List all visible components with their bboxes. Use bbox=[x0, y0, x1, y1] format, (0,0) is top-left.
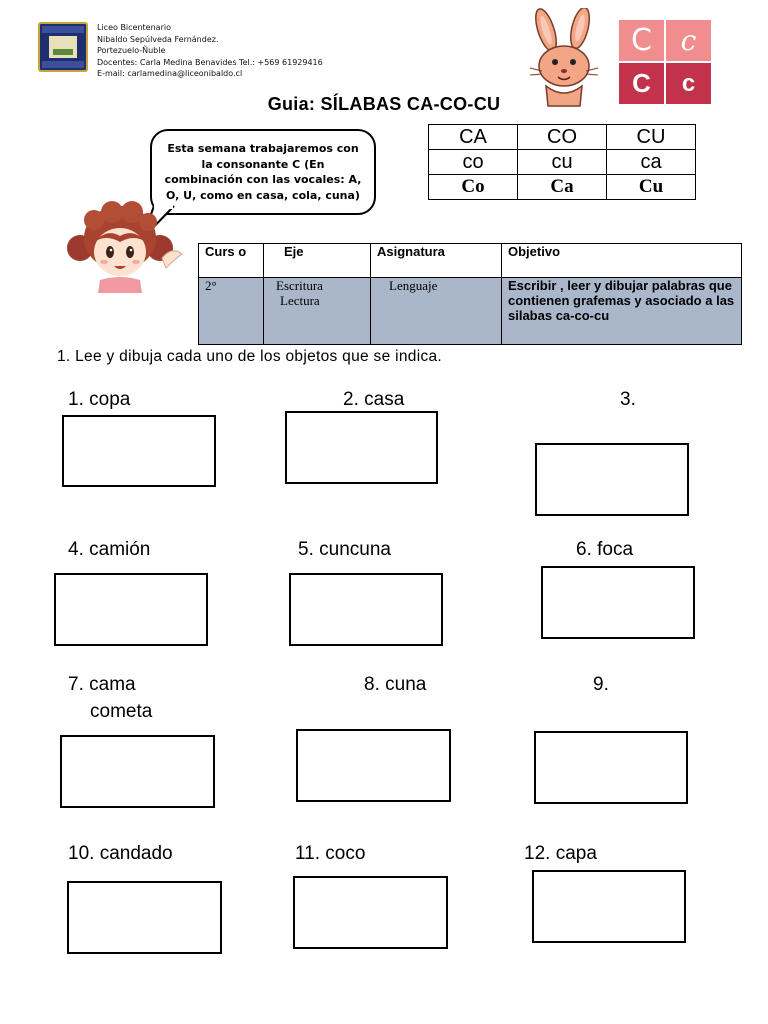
school-logo bbox=[38, 22, 88, 72]
girl-illustration bbox=[62, 198, 192, 293]
instruction-text: 1. Lee y dibuja cada uno de los objetos que se indica. bbox=[57, 348, 443, 365]
syllable-cell: CO bbox=[518, 125, 607, 150]
cell-asignatura: Lenguaje bbox=[371, 278, 502, 345]
item-label-9: 9. bbox=[593, 674, 609, 695]
item-label-6: 6. foca bbox=[576, 539, 634, 560]
school-line: E-mail: carlamedina@liceonibaldo.cl bbox=[97, 69, 243, 79]
item-label-11: 11. coco bbox=[295, 843, 366, 864]
cell-objetivo: Escribir , leer y dibujar palabras que contienen grafemas y asociado a las silabas ca-co-cu bbox=[502, 278, 742, 345]
bubble-text: Esta semana trabajaremos con la consonante C (En combinación con las vocales: A, O, U, como en casa, cola, cuna) bbox=[164, 142, 362, 202]
item-label-2: 2. casa bbox=[343, 389, 405, 410]
cell-curso: 2° bbox=[199, 278, 264, 345]
item-label-10: 10. candado bbox=[68, 843, 173, 864]
item-label-5: 5. cuncuna bbox=[298, 539, 391, 560]
item-label-4: 4. camión bbox=[68, 539, 151, 560]
school-info bbox=[97, 22, 323, 80]
item-label-7b: cometa bbox=[90, 701, 153, 722]
school-line: Portezuelo-Ñuble bbox=[97, 46, 166, 56]
header-eje: Eje bbox=[264, 244, 371, 278]
syllable-cell: CA bbox=[429, 125, 518, 150]
drawing-box-10[interactable] bbox=[67, 881, 222, 954]
item-label-7: 7. cama bbox=[68, 674, 136, 695]
drawing-box-7[interactable] bbox=[60, 735, 215, 808]
tile-upper-c: C bbox=[619, 20, 664, 61]
syllable-table bbox=[428, 124, 696, 200]
drawing-box-8[interactable] bbox=[296, 729, 451, 802]
drawing-box-3[interactable] bbox=[535, 443, 689, 516]
drawing-box-9[interactable] bbox=[534, 731, 688, 804]
tile-upper-c-bold: C bbox=[619, 63, 664, 104]
item-label-12: 12. capa bbox=[524, 843, 597, 864]
tile-lower-c-script: c bbox=[666, 20, 711, 61]
tile-lower-c-bold: c bbox=[666, 63, 711, 104]
item-label-8: 8. cuna bbox=[364, 674, 427, 695]
item-label-3: 3. bbox=[620, 389, 636, 410]
syllable-cell: CU bbox=[607, 125, 696, 150]
drawing-box-5[interactable] bbox=[289, 573, 443, 646]
info-table bbox=[198, 243, 742, 345]
school-line: Liceo Bicentenario bbox=[97, 23, 171, 32]
header-asignatura: Asignatura bbox=[371, 244, 502, 278]
header-objetivo: Objetivo bbox=[502, 244, 742, 278]
item-label-1: 1. copa bbox=[68, 389, 131, 410]
drawing-box-2[interactable] bbox=[285, 411, 438, 484]
drawing-box-6[interactable] bbox=[541, 566, 695, 639]
rabbit-illustration bbox=[524, 8, 606, 108]
header-curso: Curs o bbox=[199, 244, 264, 278]
syllable-cell: co bbox=[429, 150, 518, 175]
school-line: Docentes: Carla Medina Benavides Tel.: +569 61929416 bbox=[97, 57, 323, 67]
syllable-cell: cu bbox=[518, 150, 607, 175]
drawing-box-11[interactable] bbox=[293, 876, 448, 949]
drawing-box-12[interactable] bbox=[532, 870, 686, 943]
letter-c-tiles bbox=[619, 20, 711, 104]
drawing-box-4[interactable] bbox=[54, 573, 208, 646]
syllable-cell: Ca bbox=[518, 175, 607, 200]
drawing-box-1[interactable] bbox=[62, 415, 216, 487]
page-title: Guia: SÍLABAS CA-CO-CU bbox=[267, 94, 501, 114]
syllable-cell: Co bbox=[429, 175, 518, 200]
syllable-cell: Cu bbox=[607, 175, 696, 200]
school-line: Nibaldo Sepúlveda Fernández. bbox=[97, 34, 219, 44]
syllable-cell: ca bbox=[607, 150, 696, 175]
cell-eje: Escritura Lectura bbox=[264, 278, 371, 345]
